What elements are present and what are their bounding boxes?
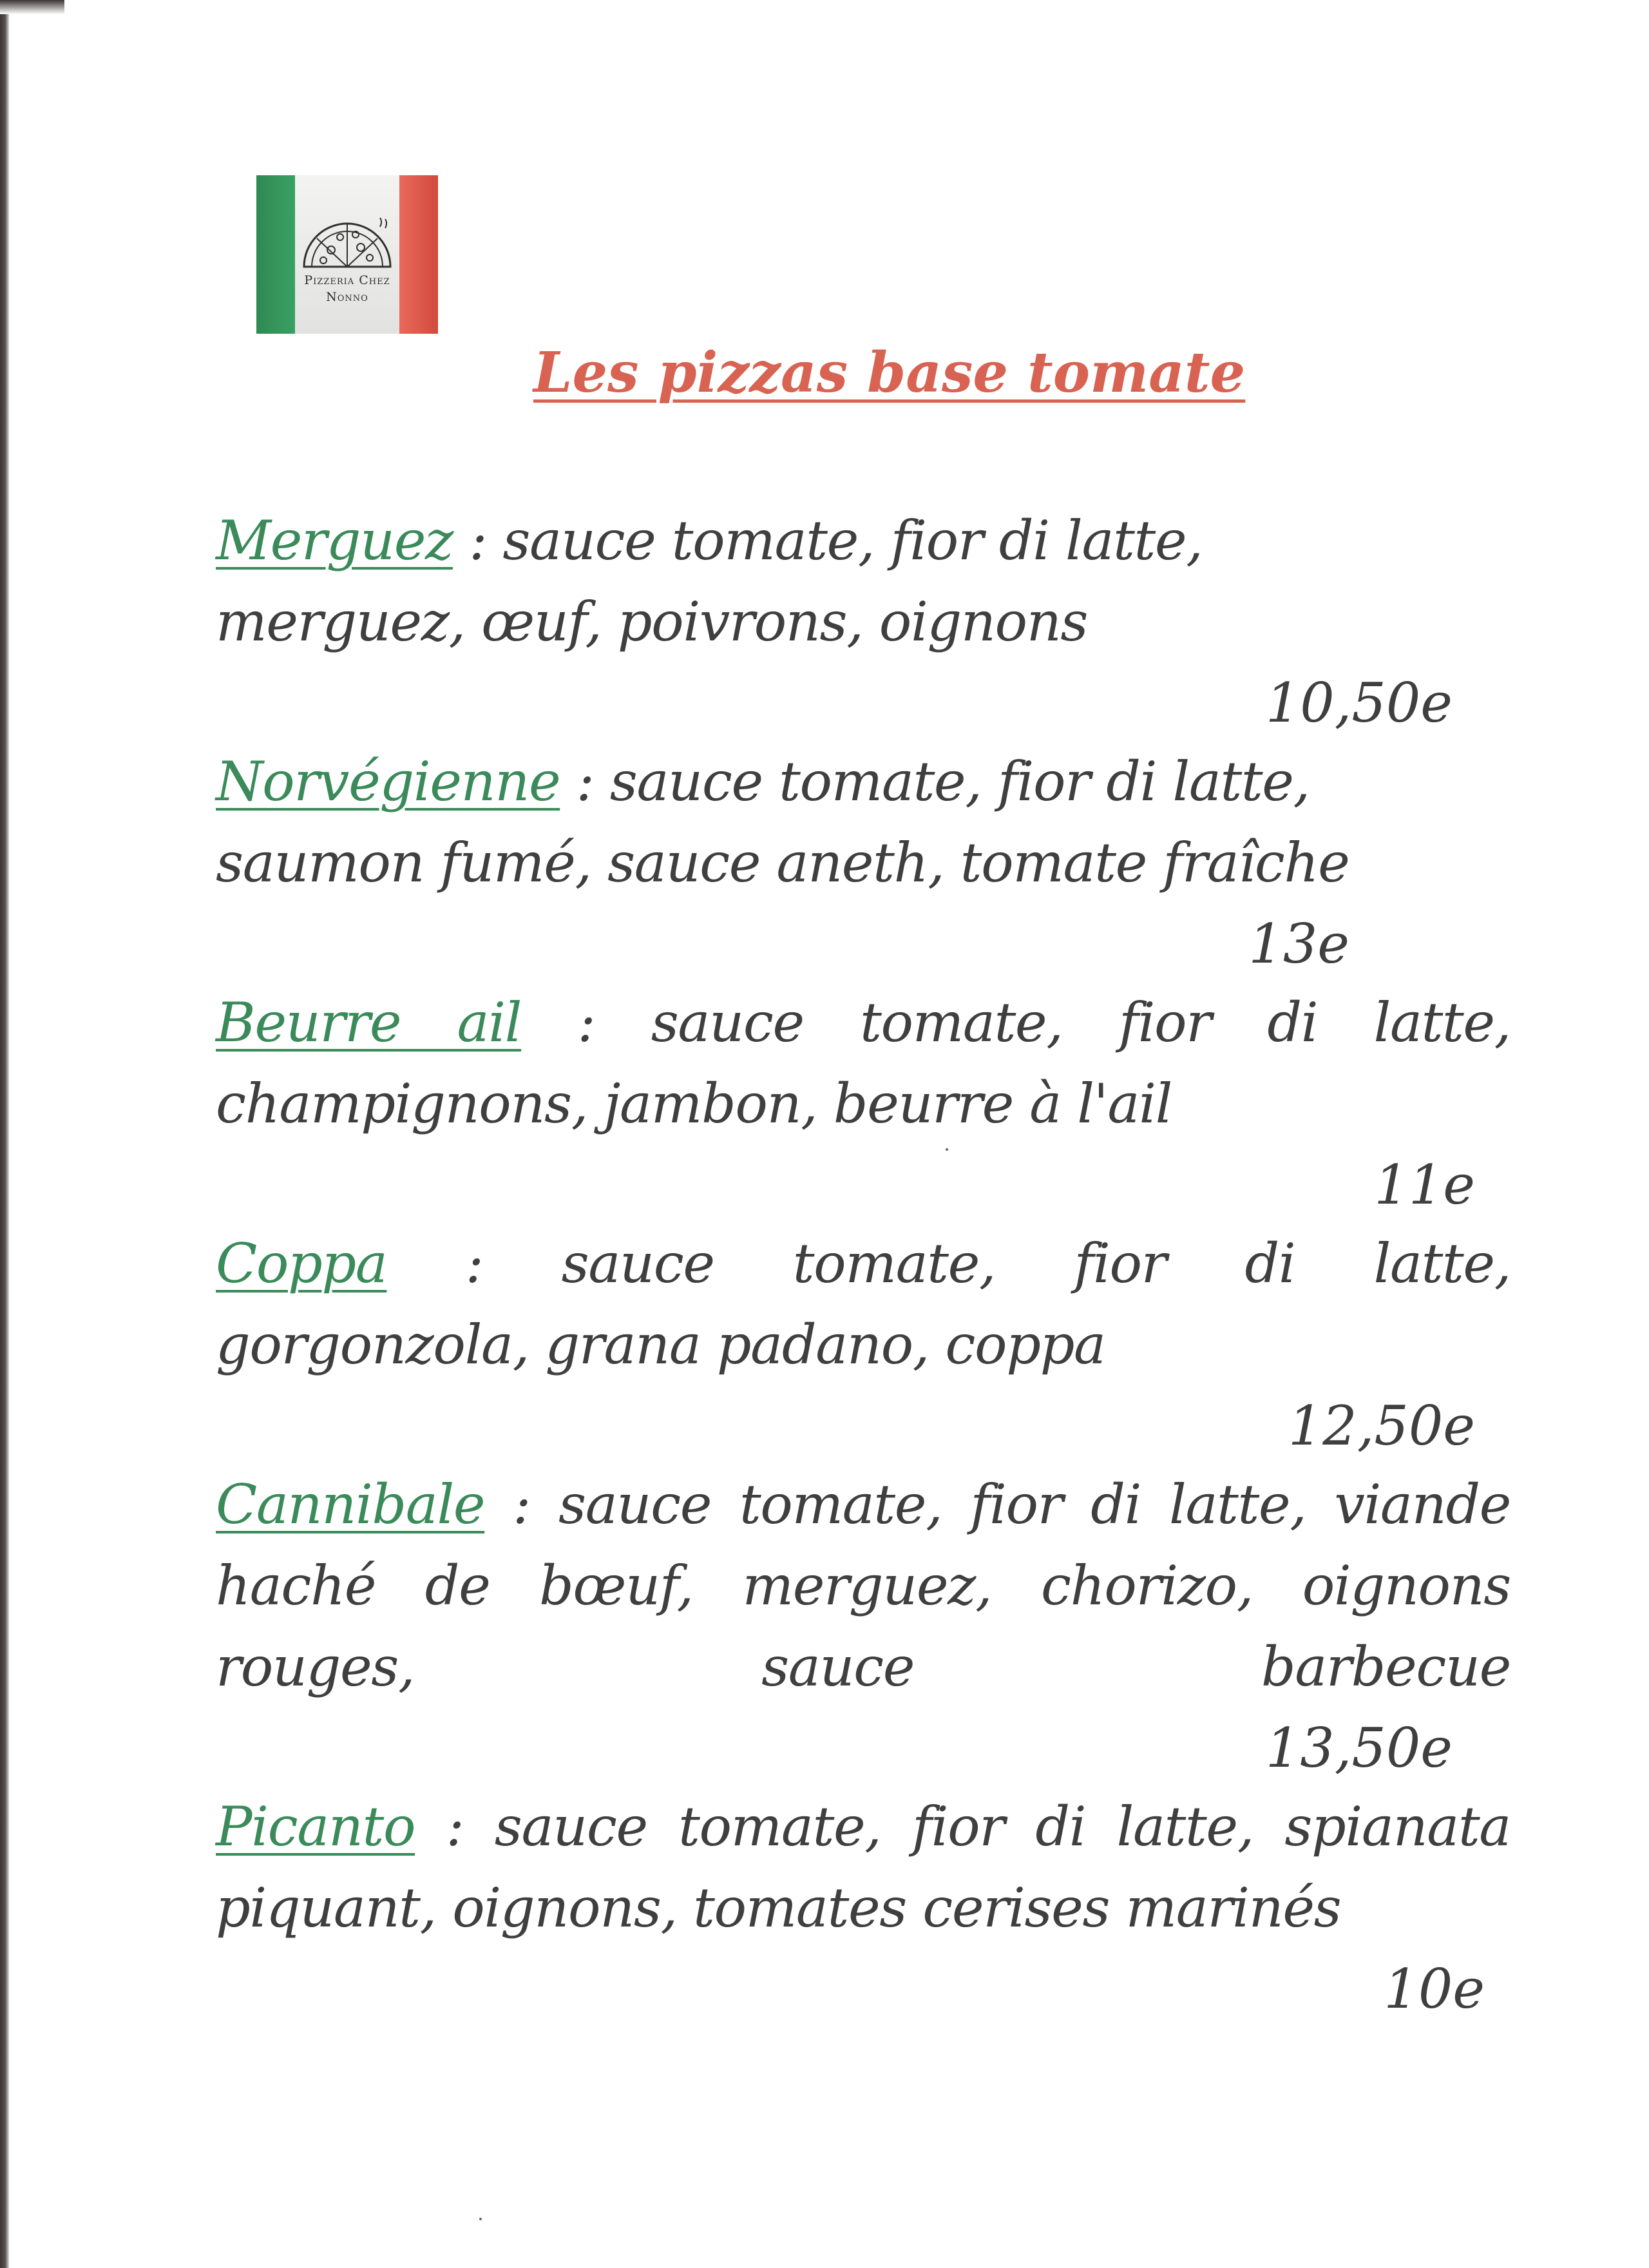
- menu-item-line1: [216, 741, 1511, 822]
- menu-item-picanto: [216, 1786, 1511, 2030]
- pizza-icon: [298, 215, 397, 272]
- menu-item-line2: piquant, oignons, tomates cerises marinés: [216, 1876, 1341, 1939]
- menu-item-line1: [216, 982, 1511, 1063]
- menu-item-norvegienne: [216, 741, 1511, 985]
- menu-item-line3: rouges, sauce barbecue: [216, 1635, 1511, 1698]
- menu-item-line2: haché de bœuf, merguez, chorizo, oignons: [216, 1554, 1511, 1617]
- menu-item-ingredients: : sauce tomate, fior di latte,: [452, 509, 1203, 572]
- menu-item-price: 11e: [1374, 1153, 1475, 1216]
- menu-item-line2: merguez, œuf, poivrons, oignons: [216, 590, 1088, 653]
- menu-item-coppa: [216, 1223, 1511, 1466]
- scan-speck: [946, 1148, 948, 1151]
- menu-item-price: 13,50e: [1265, 1716, 1453, 1780]
- menu-item-line1: [216, 1464, 1511, 1545]
- menu-section-title: Les pizzas base tomate: [533, 340, 1246, 405]
- logo-text-line2: Nonno: [326, 290, 368, 304]
- menu-item-ingredients: : sauce tomate, fior di latte, spianata: [415, 1795, 1511, 1858]
- menu-item-ingredients: : sauce tomate, fior di latte,: [521, 991, 1511, 1054]
- pizzeria-logo: [256, 175, 438, 334]
- menu-item-name: Coppa: [216, 1232, 387, 1295]
- menu-item-name: Beurre ail: [216, 991, 522, 1054]
- menu-item-name: Merguez: [216, 509, 453, 572]
- menu-item-price: 10e: [1384, 1957, 1485, 2021]
- menu-item-name: Cannibale: [216, 1473, 485, 1536]
- menu-item-line2: saumon fumé, sauce aneth, tomate fraîche: [216, 831, 1349, 894]
- menu-item-merguez: [216, 500, 1511, 744]
- menu-item-price: 13e: [1248, 912, 1349, 975]
- menu-item-price: 10,50e: [1265, 671, 1453, 735]
- menu-item-line1: [216, 1786, 1511, 1867]
- menu-item-line2: champignons, jambon, beurre à l'ail: [216, 1072, 1172, 1135]
- logo-text-line1: Pizzeria Chez: [304, 273, 390, 287]
- menu-item-ingredients: : sauce tomate, fior di latte, viande: [484, 1473, 1511, 1536]
- menu-item-name: Norvégienne: [216, 750, 560, 813]
- menu-item-ingredients: : sauce tomate, fior di latte,: [560, 750, 1310, 813]
- menu-item-cannibale: [216, 1464, 1511, 1789]
- menu-item-line1: [216, 500, 1511, 581]
- menu-item-price: 12,50e: [1288, 1394, 1475, 1457]
- menu-item-name: Picanto: [216, 1795, 415, 1858]
- menu-item-line2: gorgonzola, grana padano, coppa: [216, 1313, 1105, 1376]
- scan-speck: [479, 2218, 482, 2220]
- menu-item-line1: [216, 1223, 1511, 1304]
- menu-item-ingredients: : sauce tomate, fior di latte,: [386, 1232, 1511, 1295]
- menu-item-beurre-ail: [216, 982, 1511, 1225]
- logo-mark: [256, 175, 438, 334]
